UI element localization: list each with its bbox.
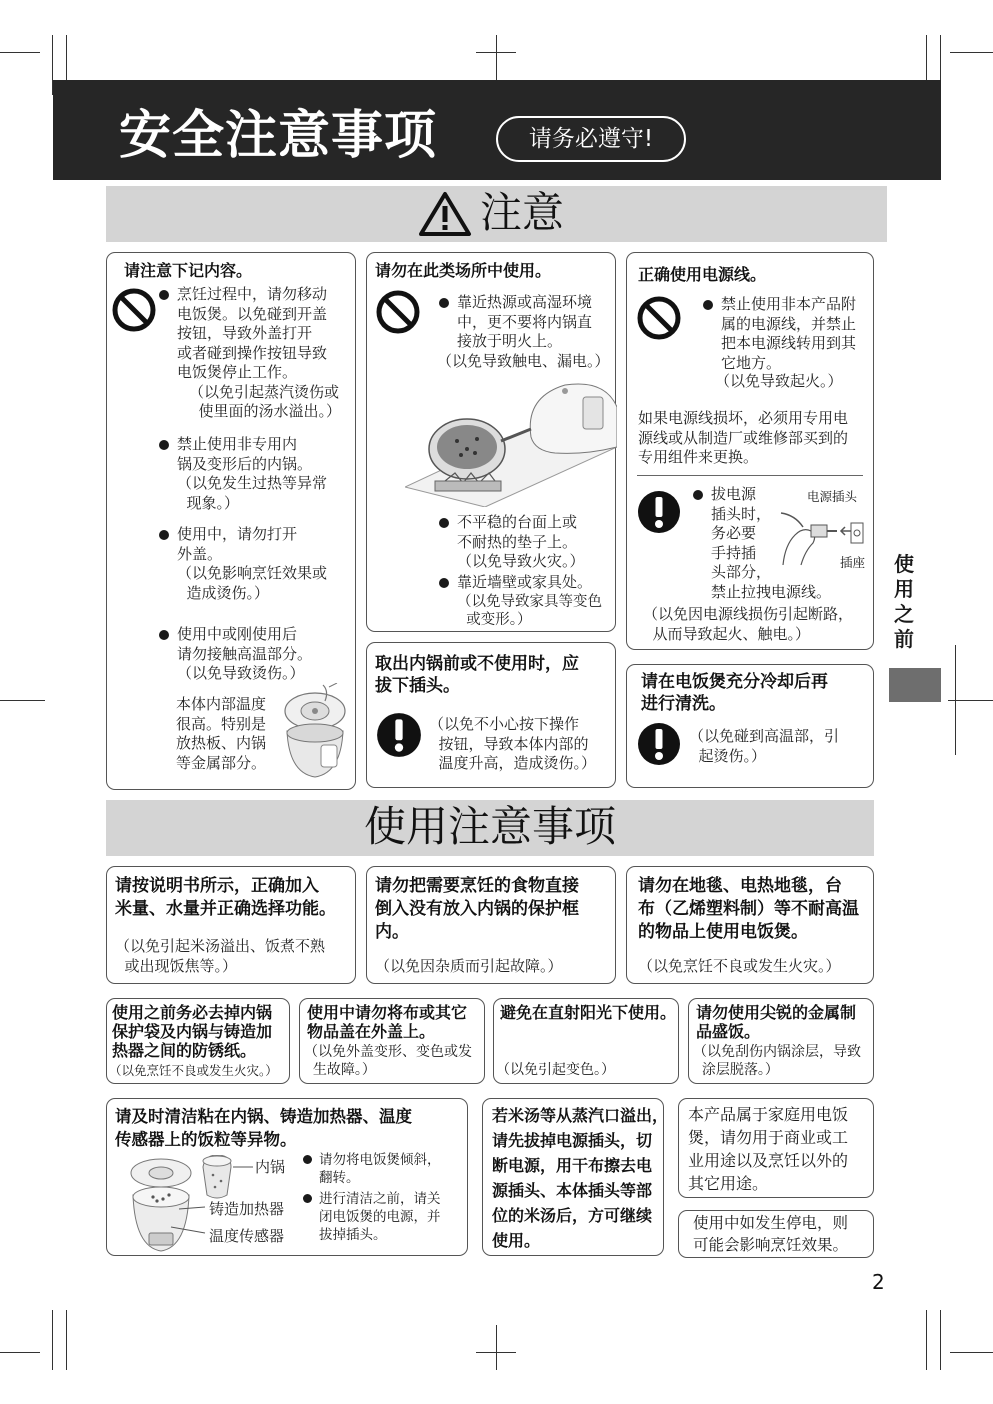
caution-box-cooling: [626, 664, 874, 788]
box-title: 请及时清洁粘在内锅、铸造加热器、温度 传感器上的饭粒等异物。: [115, 1107, 412, 1149]
prohibition-icon: [375, 289, 421, 335]
list-item: 靠近墙壁或家具处。 （以免导致家具等变色 或变形。）: [439, 573, 602, 629]
crop-mark: [476, 52, 516, 53]
caution-box-locations: [366, 252, 616, 632]
hot-parts-text: 本体内部温度 很高。特别是 放热板、内锅 等金属部分。: [176, 695, 267, 772]
crop-mark: [52, 1310, 53, 1370]
box-title: 请勿把需要烹饪的食物直接 倒入没有放入内锅的保护框 内。: [375, 876, 579, 942]
box-title: 请按说明书所示，正确加入 米量、水量并正确选择功能。: [115, 876, 336, 919]
box-text: 本产品属于家庭用电饭 煲，请勿用于商业或工 业用途以及烹饪以外的 其它用途。: [688, 1105, 849, 1193]
item-note: （以免导致起火。）: [715, 372, 843, 390]
crop-mark: [496, 1325, 497, 1370]
box-title: 取出内锅前或不使用时，应 拔下插头。: [375, 654, 579, 696]
usage-box-cleaning: [106, 1098, 468, 1256]
part-label-sensor: 温度传感器: [209, 1227, 285, 1245]
warning-triangle-icon: [418, 190, 472, 238]
caution-banner-label: 注意: [480, 188, 565, 237]
page-title: 安全注意事项: [119, 106, 438, 166]
usage-box-power-outage: [678, 1210, 874, 1258]
box-title: 请勿在此类场所中使用。: [375, 261, 552, 280]
usage-box-overflow: [482, 1098, 669, 1256]
mandatory-icon: [636, 721, 682, 767]
crop-mark: [950, 1352, 993, 1353]
crop-mark: [496, 35, 497, 80]
usage-box-household: [678, 1098, 874, 1198]
box-title: 使用之前务必去掉内锅 保护袋及内锅与铸造加 热器之间的防锈纸。: [112, 1003, 273, 1060]
rice-cooker-open-illustration: [279, 683, 351, 783]
prohibition-icon: [111, 287, 157, 333]
box-title: 请勿使用尖锐的金属制 品盛饭。: [696, 1003, 857, 1041]
crop-mark: [0, 1352, 40, 1353]
crop-mark: [0, 52, 40, 53]
list-item: 禁止使用非本产品附 属的电源线，并禁止 把本电源线转用到其 它地方。: [703, 295, 856, 373]
box-note: （以免引起米汤溢出、饭煮不熟 或出现饭焦等。）: [115, 937, 326, 975]
box-note: （以免碰到高温部，引 起烫伤。）: [689, 727, 840, 765]
crop-mark: [926, 1310, 927, 1370]
item-note: （以免导致触电、漏电。）: [437, 352, 610, 370]
box-title: 使用中请勿将布或其它 物品盖在外盖上。: [307, 1003, 468, 1041]
divider: [637, 475, 863, 476]
box-text: 若米汤等从蒸汽口溢出， 请先拔掉电源插头，切 断电源，用干布擦去电 源插头、本体插头等部 位的米汤后，方可继续 使用。: [492, 1106, 669, 1250]
list-item: 使用中，请勿打开 外盖。 （以免影响烹饪效果或 造成烫伤。）: [159, 525, 327, 603]
usage-box: [299, 998, 485, 1084]
crop-mark: [476, 1352, 516, 1353]
part-label-heater: 铸造加热器: [209, 1200, 285, 1218]
header-bar: [53, 80, 941, 180]
caution-box-notes: [106, 252, 356, 790]
caution-box-unplug: [366, 642, 616, 788]
box-title: 正确使用电源线。: [638, 265, 767, 284]
box-text: 使用中如发生停电，则 可能会影响烹饪效果。: [693, 1214, 849, 1254]
list-item: 拔电源 插头时， 务必要 手持插 头部分， 禁止拉拽电源线。: [693, 485, 831, 602]
part-label-inner-pot: 内锅: [255, 1158, 286, 1176]
cooker-on-stove-illustration: [405, 377, 617, 507]
box-title: 请注意下记内容。: [124, 261, 253, 280]
box-title: 避免在直射阳光下使用。: [500, 1003, 677, 1022]
list-item: 请勿将电饭煲倾斜， 翻转。: [303, 1151, 441, 1187]
replacement-paragraph: 如果电源线损坏，必须用专用电 源线或从制造厂或维修部买到的 专用组件来更换。: [638, 409, 849, 466]
plug-label: 电源插头: [807, 489, 858, 504]
usage-banner-label: 使用注意事项: [363, 802, 616, 851]
item-note: （以免因电源线损伤引起断路， 从而导致起火、触电。）: [643, 605, 854, 643]
socket-label: 插座: [840, 555, 866, 570]
box-title: 请勿在地毯、电热地毯，台 布（乙烯塑料制）等不耐高温 的物品上使用电饭煲。: [638, 876, 859, 942]
box-note: （以免刮伤内锅涂层，导致 涂层脱落。）: [693, 1044, 861, 1078]
crop-mark: [950, 52, 993, 53]
crop-mark: [940, 1310, 941, 1370]
list-item: 不平稳的台面上或 不耐热的垫子上。 （以免导致火灾。）: [439, 513, 585, 572]
crop-mark: [0, 700, 45, 701]
side-tab-marker: [889, 668, 941, 702]
header-badge: [496, 116, 686, 162]
list-item: 进行清洁之前，请关 闭电饭煲的电源，并 拔掉插头。: [303, 1190, 441, 1244]
usage-box: [688, 998, 874, 1084]
usage-box: [106, 866, 356, 984]
list-item: 烹饪过程中，请勿移动 电饭煲。以免碰到开盖 按钮，导致外盖打开 或者碰到操作按钮导致 电饭煲停止工作。 （以免引起蒸汽烫伤或 使里面的汤水溢出。）: [159, 285, 341, 422]
box-title: 请在电饭煲充分冷却后再 进行清洗。: [641, 672, 828, 714]
usage-box: [493, 998, 679, 1084]
usage-banner: [106, 800, 874, 856]
box-note: （以免不小心按下操作 按钮，导致本体内部的 温度升高，造成烫伤。）: [429, 715, 597, 772]
header-badge-label: 请务必遵守!: [528, 126, 654, 152]
list-item: 禁止使用非专用内 锅及变形后的内锅。 （以免发生过热等异常 现象。）: [159, 435, 327, 513]
usage-box: [106, 998, 290, 1084]
box-note: （以免因杂质而引起故障。）: [375, 957, 563, 975]
side-tab-label: 使 用 之 前: [894, 552, 914, 651]
box-note: （以免外盖变形、变色或发 生故障。）: [304, 1044, 472, 1078]
caution-banner: [106, 186, 887, 242]
box-note: （以免引起变色。）: [496, 1062, 615, 1078]
box-note: （以免烹饪不良或发生火灾。）: [638, 957, 841, 975]
usage-box: [626, 866, 874, 984]
crop-mark: [66, 1310, 67, 1370]
mandatory-icon: [375, 711, 423, 759]
usage-box: [366, 866, 616, 984]
box-note: （以免烹饪不良或发生火灾。）: [109, 1063, 278, 1078]
crop-mark: [955, 645, 956, 755]
caution-box-power-cord: [626, 252, 874, 650]
prohibition-icon: [636, 295, 682, 341]
mandatory-icon: [636, 489, 682, 535]
list-item: 使用中或刚使用后 请勿接触高温部分。 （以免导致烫伤。）: [159, 625, 312, 684]
list-item: 靠近热源或高湿环境 中，更不要将内锅直 接放于明火上。: [439, 293, 592, 352]
page-number: 2: [872, 1270, 885, 1294]
